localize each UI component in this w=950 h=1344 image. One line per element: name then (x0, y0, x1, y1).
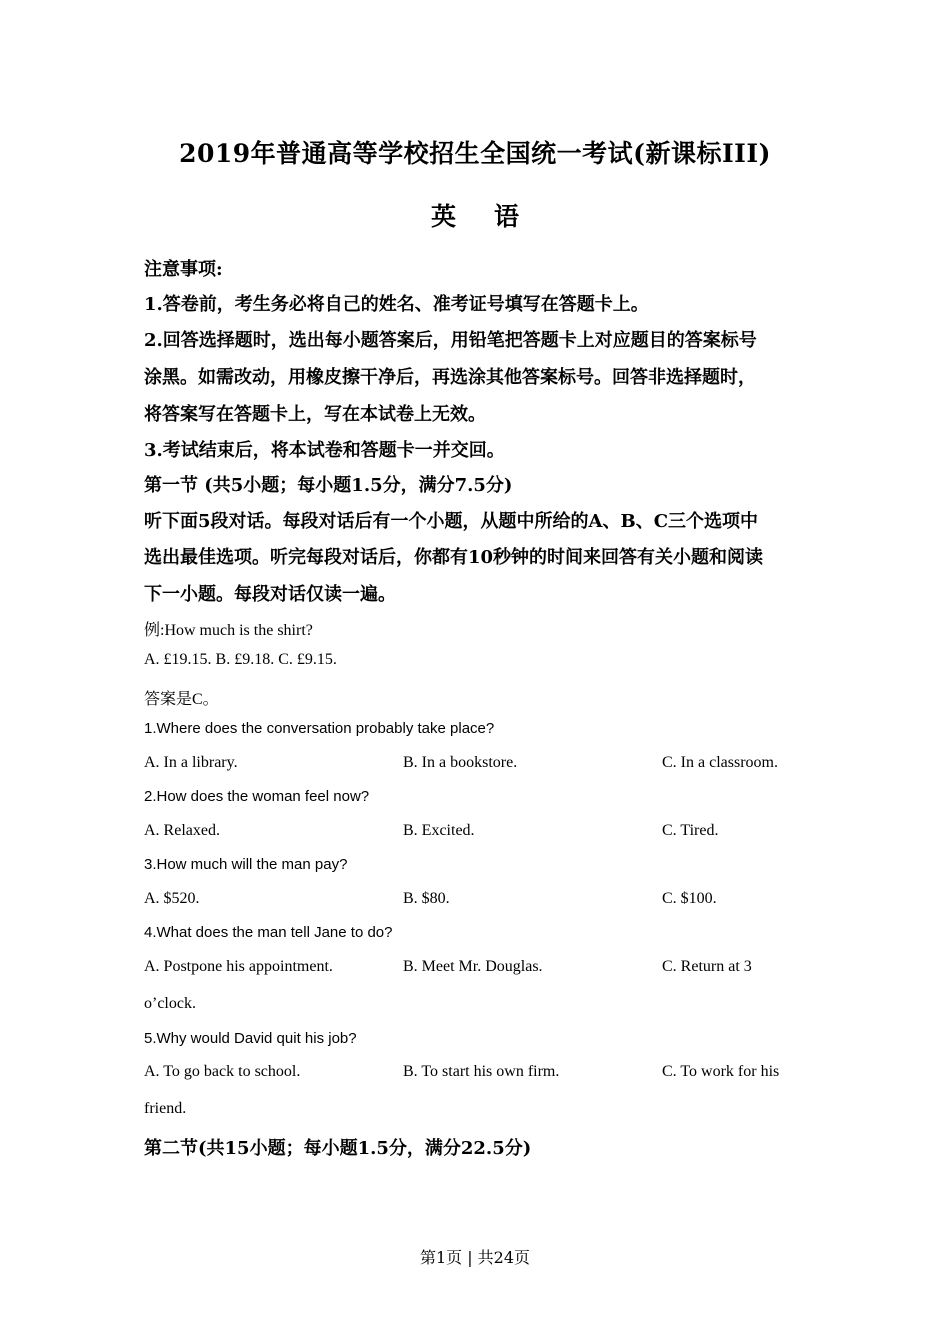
example-answer: 答案是C。 (144, 691, 219, 708)
question-text: 4.What does the man tell Jane to do? (144, 924, 393, 941)
question-text: 1.Where does the conversation probably take place? (144, 720, 495, 737)
notice-line: 3.考试结束后，将本试卷和答题卡一并交回。 (144, 440, 505, 461)
question-text: 5.Why would David quit his job? (144, 1030, 357, 1047)
notice-line: 2.回答选择题时，选出每小题答案后，用铅笔把答题卡上对应题目的答案标号 (144, 330, 757, 351)
exam-title: 2019年普通高等学校招生全国统一考试(新课标III) (179, 139, 771, 168)
section1-instruction: 下一小题。每段对话仅读一遍。 (144, 584, 396, 605)
option-b: B. Meet Mr. Douglas. (403, 958, 543, 975)
subject-title: 英语 (430, 202, 557, 231)
question-text: 3.How much will the man pay? (144, 856, 348, 873)
section1-instruction: 听下面5段对话。每段对话后有一个小题，从题中所给的A、B、C三个选项中 (144, 511, 759, 532)
section1-instruction: 选出最佳选项。听完每段对话后，你都有10秒钟的时间来回答有关小题和阅读 (144, 547, 764, 568)
option-c: C. Tired. (662, 822, 719, 839)
option-c: C. Return at 3 (662, 958, 752, 975)
option-c: C. $100. (662, 890, 717, 907)
notice-line: 1.答卷前，考生务必将自己的姓名、准考证号填写在答题卡上。 (144, 294, 649, 315)
section1-heading: 第一节 (共5小题；每小题1.5分，满分7.5分) (144, 475, 513, 496)
option-b: B. $80. (403, 890, 450, 907)
notice-heading: 注意事项: (144, 259, 223, 280)
question-text: 2.How does the woman feel now? (144, 788, 370, 805)
example-question: 例:How much is the shirt? (144, 622, 313, 639)
option-b: B. In a bookstore. (403, 754, 518, 771)
option-b: B. Excited. (403, 822, 475, 839)
option-c-continued: friend. (144, 1100, 187, 1117)
option-b: B. To start his own firm. (403, 1063, 560, 1080)
option-c-continued: o’clock. (144, 995, 196, 1012)
option-c: C. To work for his (662, 1063, 780, 1080)
option-a: A. To go back to school. (144, 1063, 301, 1080)
option-a: A. In a library. (144, 754, 238, 771)
option-a: A. Postpone his appointment. (144, 958, 333, 975)
option-a: A. $520. (144, 890, 200, 907)
example-options: A. £19.15. B. £9.18. C. £9.15. (144, 651, 337, 668)
option-c: C. In a classroom. (662, 754, 778, 771)
notice-line: 将答案写在答题卡上，写在本试卷上无效。 (144, 404, 486, 425)
notice-line: 涂黑。如需改动，用橡皮擦干净后，再选涂其他答案标号。回答非选择题时， (144, 367, 756, 388)
section2-heading: 第二节(共15小题；每小题1.5分，满分22.5分) (144, 1138, 532, 1159)
page-footer: 第1页 | 共24页 (419, 1248, 531, 1267)
option-a: A. Relaxed. (144, 822, 220, 839)
